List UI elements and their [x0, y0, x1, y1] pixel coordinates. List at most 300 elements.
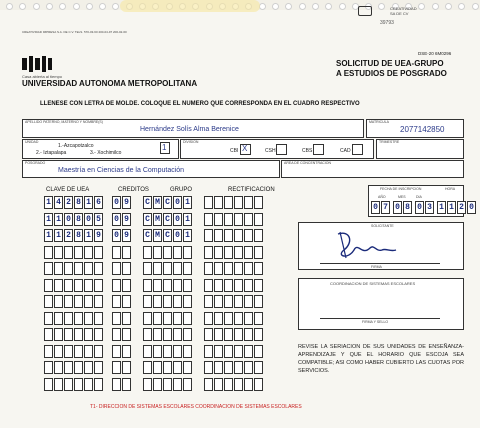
rectificacion-cell[interactable]	[204, 378, 213, 391]
rectificacion-cell[interactable]	[224, 229, 233, 242]
grupo-cell[interactable]	[143, 345, 152, 358]
cad-checkbox[interactable]	[352, 144, 363, 155]
clave-cell[interactable]: 8	[74, 229, 83, 242]
tractor-hole	[285, 3, 292, 10]
posgrado-label: POSGRADO	[25, 161, 46, 165]
grupo-cell[interactable]	[173, 345, 182, 358]
uea-row	[44, 196, 264, 209]
grupo-cell[interactable]: 1	[183, 229, 192, 242]
top-stamp	[358, 6, 448, 24]
grupo-cell[interactable]	[183, 328, 192, 341]
fecha-cell[interactable]: 0	[415, 201, 424, 214]
tractor-hole	[312, 3, 319, 10]
rectificacion-cell[interactable]	[244, 378, 253, 391]
clave-cell[interactable]	[74, 279, 83, 292]
tractor-hole	[112, 3, 119, 10]
rectificacion-cell[interactable]	[224, 196, 233, 209]
rectificacion-cell[interactable]	[244, 229, 253, 242]
clave-cell[interactable]: 4	[54, 196, 63, 209]
grupo-cell[interactable]	[153, 378, 162, 391]
uea-row	[44, 312, 264, 325]
creditos-cell[interactable]	[122, 312, 131, 325]
grupo-cell[interactable]	[173, 361, 182, 374]
csh-checkbox[interactable]	[276, 144, 287, 155]
clave-cell[interactable]: 1	[54, 213, 63, 226]
clave-cell[interactable]	[44, 361, 53, 374]
stamp-line1: CREATIVIDAD	[390, 6, 417, 11]
grupo-cell[interactable]	[183, 312, 192, 325]
unidad-box	[22, 139, 179, 159]
grupo-cell[interactable]	[163, 378, 172, 391]
rectificacion-cell[interactable]	[244, 295, 253, 308]
rectificacion-cell[interactable]	[244, 328, 253, 341]
grupo-cell[interactable]	[183, 345, 192, 358]
creditos-cell[interactable]: 9	[122, 229, 131, 242]
cell-gap	[104, 361, 112, 374]
tractor-hole	[299, 3, 306, 10]
division-label: DIVISION	[183, 140, 199, 144]
grupo-cell[interactable]	[143, 279, 152, 292]
creditos-cell[interactable]: 9	[122, 213, 131, 226]
rectificacion-cell[interactable]	[214, 196, 223, 209]
clave-cell[interactable]	[94, 328, 103, 341]
clave-cell[interactable]	[94, 262, 103, 275]
title-line2: A ESTUDIOS DE POSGRADO	[336, 69, 447, 78]
clave-cell[interactable]	[94, 345, 103, 358]
fecha-cell[interactable]: 1	[437, 201, 446, 214]
rectificacion-cell[interactable]	[234, 196, 243, 209]
rectificacion-cell[interactable]	[244, 262, 253, 275]
creditos-cell[interactable]: 9	[122, 196, 131, 209]
rectificacion-cell[interactable]	[204, 229, 213, 242]
rectificacion-cell[interactable]	[204, 213, 213, 226]
clave-cell[interactable]	[54, 345, 63, 358]
rectificacion-cell[interactable]	[234, 246, 243, 259]
rectificacion-cell[interactable]	[204, 345, 213, 358]
rectificacion-cell[interactable]	[254, 229, 263, 242]
grupo-cell[interactable]	[173, 246, 182, 259]
clave-cell[interactable]	[94, 246, 103, 259]
rectificacion-cell[interactable]	[244, 196, 253, 209]
grupo-cell[interactable]	[153, 279, 162, 292]
instruction: LLENESE CON LETRA DE MOLDE. COLOQUE EL NUMERO QUE CORRESPONDA EN EL CUADRO RESPECTIVO	[40, 101, 360, 107]
cell-gap	[193, 262, 204, 275]
uea-row	[44, 229, 264, 242]
cbs-checkbox[interactable]	[313, 144, 324, 155]
clave-cell[interactable]	[44, 246, 53, 259]
grupo-cell[interactable]	[153, 262, 162, 275]
clave-cell[interactable]	[64, 361, 73, 374]
clave-cell[interactable]	[84, 246, 93, 259]
clave-cell[interactable]	[64, 328, 73, 341]
clave-cell[interactable]	[44, 312, 53, 325]
creditos-cell[interactable]	[112, 328, 121, 341]
clave-cell[interactable]: 1	[44, 196, 53, 209]
rectificacion-cell[interactable]	[214, 246, 223, 259]
rectificacion-cell[interactable]	[244, 345, 253, 358]
rectificacion-cell[interactable]	[224, 246, 233, 259]
clave-cell[interactable]	[84, 279, 93, 292]
uea-row	[44, 262, 264, 275]
clave-cell[interactable]	[54, 361, 63, 374]
rectificacion-cell[interactable]	[234, 328, 243, 341]
rectificacion-cell[interactable]	[234, 262, 243, 275]
clave-cell[interactable]	[94, 279, 103, 292]
tractor-hole	[458, 3, 465, 10]
fecha-cell[interactable]: 0	[393, 201, 402, 214]
name-value[interactable]: Hernández Solís Alma Berenice	[140, 126, 239, 133]
unidad-option-2: 2.- Iztapalapa	[36, 150, 67, 156]
printer-line: CREATIVIDAD IMPRESA S.A. DE C.V. TELS. 570-03-60 200-04-97 200-02-60	[22, 30, 127, 34]
clave-cell[interactable]	[64, 246, 73, 259]
clave-cell[interactable]	[84, 262, 93, 275]
fecha-cell[interactable]: 2	[457, 201, 466, 214]
footer-text: T1- DIRECCION DE SISTEMAS ESCOLARES COORDINACION DE SISTEMAS ESCOLARES	[90, 404, 302, 410]
rectificacion-cell[interactable]	[214, 378, 223, 391]
grupo-cell[interactable]	[143, 246, 152, 259]
grupo-cell[interactable]	[173, 279, 182, 292]
clave-cell[interactable]	[94, 312, 103, 325]
clave-cell[interactable]	[54, 312, 63, 325]
grupo-cell[interactable]: C	[143, 229, 152, 242]
rectificacion-cell[interactable]	[254, 246, 263, 259]
clave-cell[interactable]	[74, 262, 83, 275]
creditos-cell[interactable]: 0	[112, 213, 121, 226]
clave-cell[interactable]	[54, 328, 63, 341]
creditos-header: CREDITOS	[118, 187, 149, 193]
firma-sello-label: FIRMA Y SELLO	[362, 320, 389, 324]
cell-gap	[193, 295, 204, 308]
tractor-hole	[33, 3, 40, 10]
grupo-cell[interactable]	[153, 345, 162, 358]
cell-gap	[193, 213, 204, 226]
creditos-cell[interactable]	[112, 378, 121, 391]
grupo-cell[interactable]: 0	[173, 213, 182, 226]
rectificacion-cell[interactable]	[254, 262, 263, 275]
grupo-cell[interactable]: C	[143, 213, 152, 226]
fecha-cell[interactable]: 0	[371, 201, 380, 214]
grupo-cell[interactable]: C	[143, 196, 152, 209]
notice-text: REVISE LA SERIACION DE SUS UNIDADES DE ENSEÑANZA-APRENDIZAJE Y QUE EL HORARIO QUE ESCOJA SEA COMPATIBLE; ASI COMO HABER CUBIERTO LAS CUOTAS POR SERVICIOS.	[298, 344, 464, 374]
clave-cell[interactable]	[74, 246, 83, 259]
cbi-label: CBI	[230, 148, 239, 154]
rectificacion-cell[interactable]	[254, 328, 263, 341]
grupo-cell[interactable]	[163, 328, 172, 341]
grupo-cell[interactable]	[153, 328, 162, 341]
firma-sello-line	[320, 318, 440, 319]
clave-cell[interactable]	[54, 279, 63, 292]
grupo-cell[interactable]	[183, 295, 192, 308]
clave-cell[interactable]	[44, 328, 53, 341]
grupo-cell[interactable]: C	[163, 213, 172, 226]
clave-cell[interactable]	[54, 295, 63, 308]
tractor-hole	[46, 3, 53, 10]
rectificacion-cell[interactable]	[234, 345, 243, 358]
grupo-cell[interactable]	[143, 312, 152, 325]
matricula-value[interactable]: 2077142850	[400, 125, 445, 134]
tractor-hole	[99, 3, 106, 10]
rectificacion-cell[interactable]	[234, 295, 243, 308]
cell-gap	[193, 229, 204, 242]
matricula-label: MATRICULA	[369, 120, 389, 124]
rectificacion-cell[interactable]	[254, 378, 263, 391]
rectificacion-cell[interactable]	[214, 361, 223, 374]
clave-cell[interactable]: 2	[64, 229, 73, 242]
creditos-cell[interactable]	[112, 279, 121, 292]
clave-cell[interactable]	[64, 378, 73, 391]
grupo-cell[interactable]: M	[153, 229, 162, 242]
rectificacion-cell[interactable]	[224, 279, 233, 292]
rectificacion-cell[interactable]	[244, 213, 253, 226]
tractor-hole	[272, 3, 279, 10]
rectificacion-cell[interactable]	[244, 361, 253, 374]
cell-gap	[104, 196, 112, 209]
cell-gap	[104, 279, 112, 292]
rectificacion-cell[interactable]	[234, 213, 243, 226]
creditos-cell[interactable]	[122, 345, 131, 358]
clave-cell[interactable]	[54, 378, 63, 391]
grupo-cell[interactable]	[143, 262, 152, 275]
creditos-cell[interactable]: 0	[112, 229, 121, 242]
clave-cell[interactable]: 1	[44, 213, 53, 226]
cell-gap	[193, 312, 204, 325]
rectificacion-cell[interactable]	[254, 213, 263, 226]
grupo-cell[interactable]	[153, 246, 162, 259]
clave-cell[interactable]	[84, 328, 93, 341]
cbi-mark: X	[242, 144, 248, 153]
creditos-cell[interactable]	[112, 295, 121, 308]
rectificacion-cell[interactable]	[224, 312, 233, 325]
firma-label: FIRMA	[371, 265, 382, 269]
clave-cell[interactable]	[84, 312, 93, 325]
grupo-cell[interactable]: 1	[183, 213, 192, 226]
title-line1: SOLICITUD DE UEA-GRUPO	[336, 59, 444, 68]
fecha-cell[interactable]: 1	[447, 201, 456, 214]
rectificacion-cell[interactable]	[214, 328, 223, 341]
clave-cell[interactable]	[64, 262, 73, 275]
clave-cell[interactable]	[84, 295, 93, 308]
rectificacion-cell[interactable]	[214, 295, 223, 308]
rectificacion-cell[interactable]	[204, 246, 213, 259]
clave-cell[interactable]	[84, 378, 93, 391]
grupo-cell[interactable]	[153, 295, 162, 308]
rectificacion-cell[interactable]	[214, 345, 223, 358]
clave-cell[interactable]	[54, 246, 63, 259]
clave-cell[interactable]	[64, 279, 73, 292]
grupo-cell[interactable]	[183, 262, 192, 275]
name-label: APELLIDO PATERNO, MATERNO Y NOMBRE(S)	[25, 120, 103, 124]
cell-gap	[193, 328, 204, 341]
posgrado-value[interactable]: Maestría en Ciencias de la Computación	[58, 167, 185, 174]
grupo-cell[interactable]	[153, 312, 162, 325]
clave-cell[interactable]	[64, 312, 73, 325]
rectificacion-cell[interactable]	[244, 279, 253, 292]
creditos-cell[interactable]	[122, 361, 131, 374]
clave-cell[interactable]: 2	[64, 196, 73, 209]
clave-cell[interactable]	[64, 295, 73, 308]
rectificacion-cell[interactable]	[254, 361, 263, 374]
rectificacion-cell[interactable]	[204, 328, 213, 341]
clave-cell[interactable]: 1	[54, 229, 63, 242]
fecha-cell[interactable]: 3	[425, 201, 434, 214]
fecha-cell[interactable]: 8	[403, 201, 412, 214]
area-label: AREA DE CONCENTRACION	[284, 161, 332, 165]
grupo-cell[interactable]	[183, 246, 192, 259]
grupo-cell[interactable]: 0	[173, 196, 182, 209]
clave-cell[interactable]: 8	[74, 213, 83, 226]
rectificacion-cell[interactable]	[234, 378, 243, 391]
grupo-cell[interactable]	[163, 246, 172, 259]
rectificacion-cell[interactable]	[234, 361, 243, 374]
clave-cell[interactable]	[94, 361, 103, 374]
rectificacion-cell[interactable]	[214, 262, 223, 275]
fecha-cell[interactable]: 0	[467, 201, 476, 214]
dia-label: DIA	[416, 195, 422, 199]
grupo-cell[interactable]	[183, 279, 192, 292]
form-code: DSE-20 6M0296	[418, 51, 452, 56]
grupo-cell[interactable]	[183, 361, 192, 374]
rectificacion-cell[interactable]	[204, 295, 213, 308]
clave-cell[interactable]: 8	[74, 196, 83, 209]
rectificacion-cell[interactable]	[254, 345, 263, 358]
grupo-cell[interactable]: M	[153, 196, 162, 209]
coordinacion-label: COORDINACION DE SISTEMAS ESCOLARES	[330, 281, 416, 286]
rectificacion-cell[interactable]	[204, 312, 213, 325]
cell-gap	[132, 246, 143, 259]
rectificacion-cell[interactable]	[214, 229, 223, 242]
grupo-cell[interactable]	[173, 312, 182, 325]
grupo-cell[interactable]	[163, 262, 172, 275]
grupo-cell[interactable]: 0	[173, 229, 182, 242]
clave-cell[interactable]	[44, 295, 53, 308]
grupo-cell[interactable]	[173, 262, 182, 275]
clave-cell[interactable]	[64, 345, 73, 358]
creditos-cell[interactable]	[122, 378, 131, 391]
clave-cell[interactable]	[84, 361, 93, 374]
grupo-cell[interactable]: M	[153, 213, 162, 226]
fecha-cell[interactable]: 7	[381, 201, 390, 214]
cell-gap	[104, 328, 112, 341]
creditos-cell[interactable]	[112, 312, 121, 325]
rectificacion-cell[interactable]	[254, 295, 263, 308]
rectificacion-cell[interactable]	[214, 213, 223, 226]
clave-cell[interactable]	[84, 345, 93, 358]
rectificacion-cell[interactable]	[224, 361, 233, 374]
fecha-cells	[371, 201, 477, 214]
rectificacion-cell[interactable]	[214, 279, 223, 292]
rectificacion-cell[interactable]	[224, 295, 233, 308]
creditos-cell[interactable]	[122, 279, 131, 292]
grupo-cell[interactable]	[153, 361, 162, 374]
creditos-cell[interactable]	[112, 262, 121, 275]
grupo-cell[interactable]	[173, 295, 182, 308]
clave-cell[interactable]	[94, 295, 103, 308]
serial-number: 39793	[380, 20, 394, 26]
grupo-cell[interactable]	[163, 345, 172, 358]
rectificacion-cell[interactable]	[254, 312, 263, 325]
clave-cell[interactable]: 1	[84, 229, 93, 242]
rectificacion-cell[interactable]	[224, 328, 233, 341]
clave-cell[interactable]	[54, 262, 63, 275]
clave-cell[interactable]	[44, 262, 53, 275]
clave-cell[interactable]	[74, 328, 83, 341]
rectificacion-cell[interactable]	[224, 262, 233, 275]
mes-label: MES	[398, 195, 406, 199]
creditos-cell[interactable]: 0	[112, 196, 121, 209]
rectificacion-cell[interactable]	[214, 312, 223, 325]
clave-cell[interactable]: 5	[94, 213, 103, 226]
grupo-cell[interactable]	[143, 295, 152, 308]
creditos-cell[interactable]	[122, 246, 131, 259]
unidad-value: 1	[162, 143, 167, 152]
grupo-cell[interactable]: C	[163, 196, 172, 209]
grupo-cell[interactable]	[163, 279, 172, 292]
clave-cell[interactable]	[74, 312, 83, 325]
rectificacion-cell[interactable]	[234, 229, 243, 242]
clave-cell[interactable]: 0	[64, 213, 73, 226]
creditos-cell[interactable]	[112, 345, 121, 358]
grupo-cell[interactable]: 1	[183, 196, 192, 209]
creditos-cell[interactable]	[112, 361, 121, 374]
clave-cell[interactable]	[74, 345, 83, 358]
clave-cell[interactable]	[74, 378, 83, 391]
clave-cell[interactable]	[44, 345, 53, 358]
creditos-cell[interactable]	[122, 262, 131, 275]
rectificacion-cell[interactable]	[254, 196, 263, 209]
rectificacion-cell[interactable]	[244, 312, 253, 325]
clave-cell[interactable]: 0	[84, 213, 93, 226]
clave-cell[interactable]	[44, 378, 53, 391]
clave-cell[interactable]: 6	[94, 196, 103, 209]
grupo-cell[interactable]	[173, 328, 182, 341]
clave-cell[interactable]: 9	[94, 229, 103, 242]
clave-cell[interactable]	[44, 279, 53, 292]
clave-cell[interactable]	[94, 378, 103, 391]
rectificacion-cell[interactable]	[204, 361, 213, 374]
clave-cell[interactable]: 1	[44, 229, 53, 242]
grupo-cell[interactable]: C	[163, 229, 172, 242]
creditos-cell[interactable]	[122, 328, 131, 341]
grupo-cell[interactable]	[163, 295, 172, 308]
clave-cell[interactable]: 1	[84, 196, 93, 209]
rectificacion-cell[interactable]	[234, 279, 243, 292]
grupo-cell[interactable]	[163, 312, 172, 325]
grupo-cell[interactable]	[143, 378, 152, 391]
rectificacion-cell[interactable]	[204, 196, 213, 209]
grupo-cell[interactable]	[163, 361, 172, 374]
tractor-hole	[472, 3, 479, 10]
clave-cell[interactable]	[74, 295, 83, 308]
grupo-cell[interactable]	[143, 361, 152, 374]
clave-cell[interactable]	[74, 361, 83, 374]
rectificacion-cell[interactable]	[234, 312, 243, 325]
rectificacion-cell[interactable]	[244, 246, 253, 259]
rectificacion-cell[interactable]	[254, 279, 263, 292]
grupo-cell[interactable]	[143, 328, 152, 341]
creditos-cell[interactable]	[112, 246, 121, 259]
creditos-cell[interactable]	[122, 295, 131, 308]
rectificacion-cell[interactable]	[204, 279, 213, 292]
grupo-cell[interactable]	[183, 378, 192, 391]
cell-gap	[104, 378, 112, 391]
rectificacion-cell[interactable]	[224, 213, 233, 226]
rectificacion-cell[interactable]	[224, 345, 233, 358]
rectificacion-cell[interactable]	[224, 378, 233, 391]
cell-gap	[132, 229, 143, 242]
rectificacion-cell[interactable]	[204, 262, 213, 275]
cell-gap	[193, 196, 204, 209]
grupo-cell[interactable]	[173, 378, 182, 391]
